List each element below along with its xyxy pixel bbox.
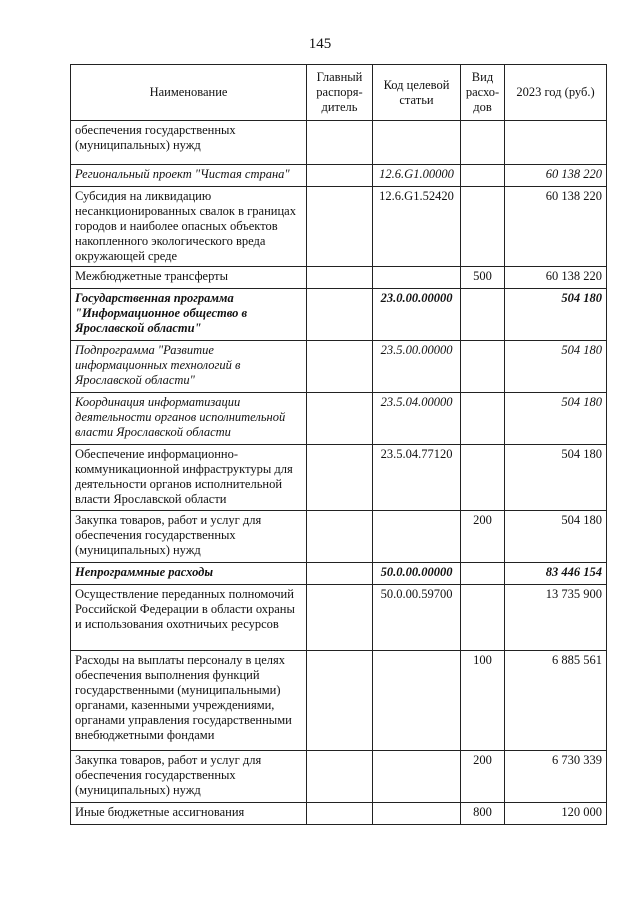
cell-type: 200 bbox=[461, 511, 505, 563]
cell-amount: 60 138 220 bbox=[505, 267, 607, 289]
cell-name: Закупка товаров, работ и услуг для обеспечения государственных (муниципальных) нужд bbox=[71, 751, 307, 803]
cell-amount: 504 180 bbox=[505, 289, 607, 341]
cell-admin bbox=[307, 187, 373, 267]
cell-name: Субсидия на ликвидацию несанкционированных свалок в границах городов и наиболее опасных объектов накопленного экологического вреда окружающей среде bbox=[71, 187, 307, 267]
cell-code: 23.0.00.00000 bbox=[373, 289, 461, 341]
cell-amount: 6 730 339 bbox=[505, 751, 607, 803]
cell-name: Региональный проект "Чистая страна" bbox=[71, 165, 307, 187]
cell-type bbox=[461, 165, 505, 187]
budget-table bbox=[70, 64, 607, 825]
table-row bbox=[71, 511, 607, 563]
cell-amount: 13 735 900 bbox=[505, 585, 607, 651]
cell-code bbox=[373, 651, 461, 751]
table-row bbox=[71, 751, 607, 803]
cell-type: 800 bbox=[461, 803, 505, 825]
table-row bbox=[71, 393, 607, 445]
table-row bbox=[71, 187, 607, 267]
cell-code: 50.0.00.59700 bbox=[373, 585, 461, 651]
cell-amount: 504 180 bbox=[505, 393, 607, 445]
table-row bbox=[71, 267, 607, 289]
cell-type bbox=[461, 585, 505, 651]
cell-type: 100 bbox=[461, 651, 505, 751]
table-header-row bbox=[71, 65, 607, 121]
cell-name: Координация информатизации деятельности органов исполнительной власти Ярославской области bbox=[71, 393, 307, 445]
header-type: Вид расхо-дов bbox=[461, 65, 505, 121]
cell-amount: 60 138 220 bbox=[505, 187, 607, 267]
cell-name: Осуществление переданных полномочий Российской Федерации в области охраны и использования охотничьих ресурсов bbox=[71, 585, 307, 651]
cell-amount: 504 180 bbox=[505, 341, 607, 393]
cell-type bbox=[461, 341, 505, 393]
cell-type bbox=[461, 289, 505, 341]
cell-name: Закупка товаров, работ и услуг для обеспечения государственных (муниципальных) нужд bbox=[71, 511, 307, 563]
cell-type bbox=[461, 563, 505, 585]
page-number: 145 bbox=[308, 36, 332, 52]
cell-amount: 120 000 bbox=[505, 803, 607, 825]
cell-type bbox=[461, 445, 505, 511]
table-row bbox=[71, 651, 607, 751]
cell-admin bbox=[307, 267, 373, 289]
cell-amount: 83 446 154 bbox=[505, 563, 607, 585]
cell-code: 12.6.G1.52420 bbox=[373, 187, 461, 267]
table-row bbox=[71, 289, 607, 341]
cell-admin bbox=[307, 393, 373, 445]
cell-admin bbox=[307, 563, 373, 585]
table-row bbox=[71, 445, 607, 511]
cell-name: Государственная программа "Информационное общество в Ярославской области" bbox=[71, 289, 307, 341]
cell-code: 23.5.00.00000 bbox=[373, 341, 461, 393]
header-year: 2023 год (руб.) bbox=[505, 65, 607, 121]
table-row bbox=[71, 563, 607, 585]
cell-type: 200 bbox=[461, 751, 505, 803]
cell-code: 23.5.04.00000 bbox=[373, 393, 461, 445]
header-code: Код целевой статьи bbox=[373, 65, 461, 121]
table-row bbox=[71, 585, 607, 651]
cell-admin bbox=[307, 511, 373, 563]
cell-admin bbox=[307, 751, 373, 803]
cell-code bbox=[373, 803, 461, 825]
table-row bbox=[71, 803, 607, 825]
cell-type bbox=[461, 393, 505, 445]
cell-code bbox=[373, 751, 461, 803]
cell-admin bbox=[307, 803, 373, 825]
cell-admin bbox=[307, 289, 373, 341]
cell-type: 500 bbox=[461, 267, 505, 289]
cell-amount: 504 180 bbox=[505, 445, 607, 511]
cell-admin bbox=[307, 445, 373, 511]
cell-name: Обеспечение информационно-коммуникационной инфраструктуры для деятельности органов исполнительной власти Ярославской области bbox=[71, 445, 307, 511]
cell-admin bbox=[307, 651, 373, 751]
cell-code: 23.5.04.77120 bbox=[373, 445, 461, 511]
cell-amount: 60 138 220 bbox=[505, 165, 607, 187]
cell-code bbox=[373, 511, 461, 563]
cell-code: 12.6.G1.00000 bbox=[373, 165, 461, 187]
table-row bbox=[71, 121, 607, 165]
cell-name: Расходы на выплаты персоналу в целях обеспечения выполнения функций государственными (муниципальными) органами, казенными учреждениями, органами управления государственными внебюджетными фондами bbox=[71, 651, 307, 751]
cell-name: Межбюджетные трансферты bbox=[71, 267, 307, 289]
cell-name: Иные бюджетные ассигнования bbox=[71, 803, 307, 825]
cell-code: 50.0.00.00000 bbox=[373, 563, 461, 585]
cell-code bbox=[373, 267, 461, 289]
cell-amount: 6 885 561 bbox=[505, 651, 607, 751]
cell-amount bbox=[505, 121, 607, 165]
cell-name: Непрограммные расходы bbox=[71, 563, 307, 585]
cell-admin bbox=[307, 121, 373, 165]
cell-type bbox=[461, 187, 505, 267]
table-body bbox=[71, 121, 607, 825]
header-admin: Главный распоря-дитель bbox=[307, 65, 373, 121]
cell-amount: 504 180 bbox=[505, 511, 607, 563]
header-name: Наименование bbox=[71, 65, 307, 121]
cell-admin bbox=[307, 165, 373, 187]
cell-name: обеспечения государственных (муниципальных) нужд bbox=[71, 121, 307, 165]
cell-code bbox=[373, 121, 461, 165]
cell-admin bbox=[307, 585, 373, 651]
cell-name: Подпрограмма "Развитие информационных технологий в Ярославской области" bbox=[71, 341, 307, 393]
table-row bbox=[71, 165, 607, 187]
cell-admin bbox=[307, 341, 373, 393]
table-row bbox=[71, 341, 607, 393]
cell-type bbox=[461, 121, 505, 165]
